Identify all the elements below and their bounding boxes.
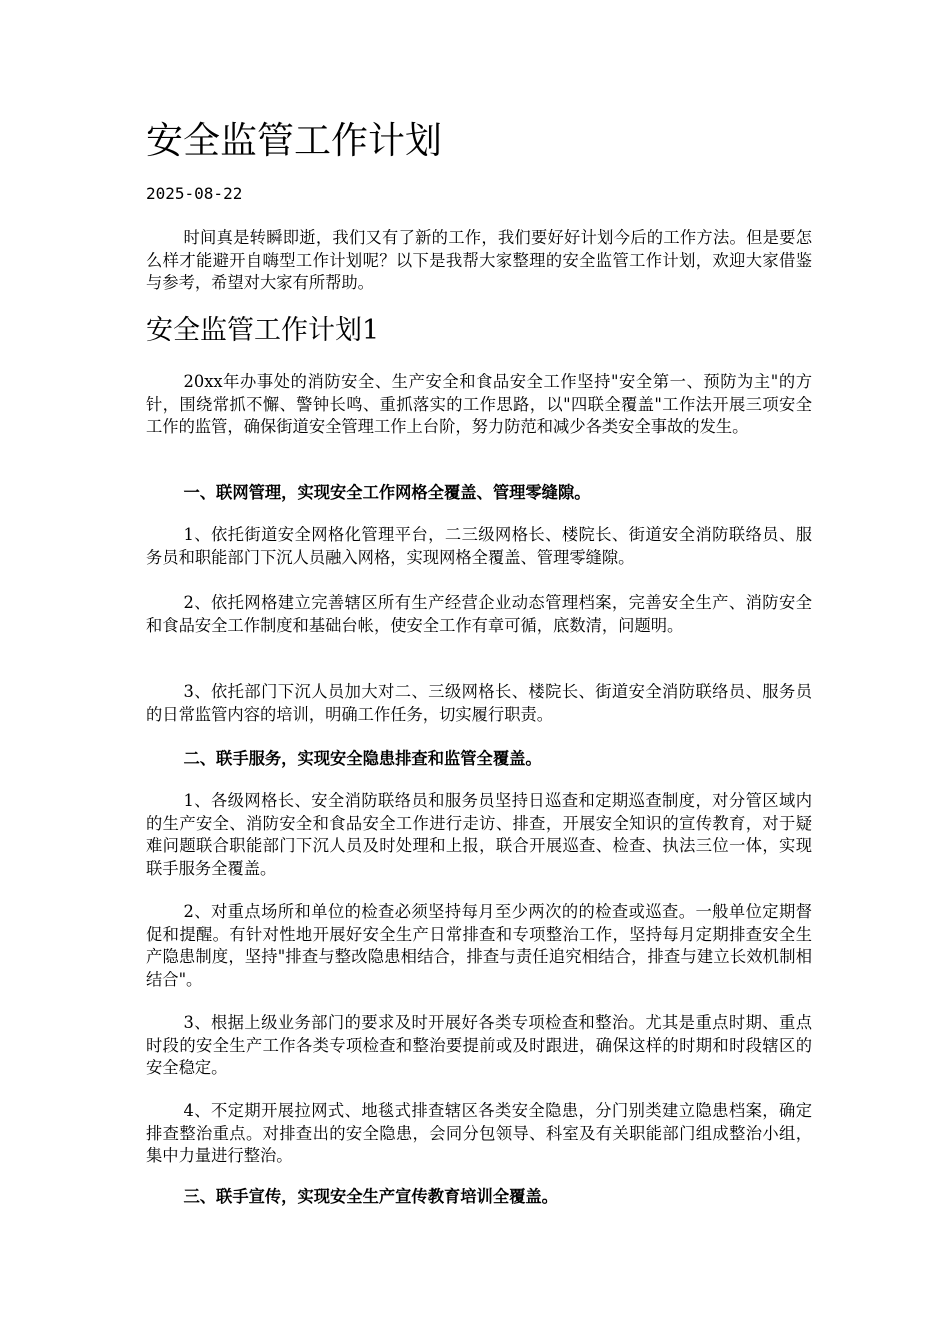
heading-two: 二、联手服务，实现安全隐患排查和监管全覆盖。 (183, 749, 542, 768)
paragraph-2-1: 1、各级网格长、安全消防联络员和服务员坚持日巡查和定期巡查制度，对分管区域内的生产安全、消防安全和食品安全工作进行走访、排查，开展安全知识的宣传教育，对于疑难问题联合职能部门下沉人员及时处理和上报，联合开展巡查、检查、执法三位一体，实现联手服务全覆盖。 (146, 791, 812, 878)
paragraph-1-1: 1、依托街道安全网格化管理平台，二三级网格长、楼院长、街道安全消防联络员、服务员和职能部门下沉人员融入网格，实现网格全覆盖、管理零缝隙。 (146, 525, 812, 567)
heading-three: 三、联手宣传，实现安全生产宣传教育培训全覆盖。 (183, 1187, 558, 1206)
paragraph-1-2: 2、依托网格建立完善辖区所有生产经营企业动态管理档案，完善安全生产、消防安全和食品安全工作制度和基础台帐，使安全工作有章可循，底数清，问题明。 (146, 593, 812, 635)
paragraph-2-2: 2、对重点场所和单位的检查必须坚持每月至少两次的的检查或巡查。一般单位定期督促和提醒。有针对性地开展好安全生产日常排查和专项整治工作，坚持每月定期排查安全生产隐患制度，坚持"排查与整改隐患相结合，排查与责任追究相结合，排查与建立长效机制相结合"。 (146, 902, 812, 989)
intro-paragraph: 时间真是转瞬即逝，我们又有了新的工作，我们要好好计划今后的工作方法。但是要怎么样才能避开自嗨型工作计划呢？以下是我帮大家整理的安全监管工作计划，欢迎大家借鉴与参考，希望对大家有所帮助。 (146, 228, 812, 292)
paragraph-2-3: 3、根据上级业务部门的要求及时开展好各类专项检查和整治。尤其是重点时期、重点时段的安全生产工作各类专项检查和整治要提前或及时跟进，确保这样的时期和时段辖区的安全稳定。 (146, 1013, 812, 1077)
paragraph-overview: 20xx年办事处的消防安全、生产安全和食品安全工作坚持"安全第一、预防为主"的方针，围绕常抓不懈、警钟长鸣、重抓落实的工作思路，以"四联全覆盖"工作法开展三项安全工作的监管，确保街道安全管理工作上台阶，努力防范和减少各类安全事故的发生。 (146, 372, 812, 436)
paragraph-2-4: 4、不定期开展拉网式、地毯式排查辖区各类安全隐患，分门别类建立隐患档案，确定排查整治重点。对排查出的安全隐患，会同分包领导、科室及有关职能部门组成整治小组，集中力量进行整治。 (146, 1101, 812, 1165)
paragraph-1-3: 3、依托部门下沉人员加大对二、三级网格长、楼院长、街道安全消防联络员、服务员的日常监管内容的培训，明确工作任务，切实履行职责。 (146, 682, 812, 724)
section-title: 安全监管工作计划1 (146, 315, 380, 346)
document-title: 安全监管工作计划 (146, 119, 442, 162)
document-date: 2025-08-22 (146, 184, 243, 203)
heading-one: 一、联网管理，实现安全工作网格全覆盖、管理零缝隙。 (183, 483, 591, 502)
